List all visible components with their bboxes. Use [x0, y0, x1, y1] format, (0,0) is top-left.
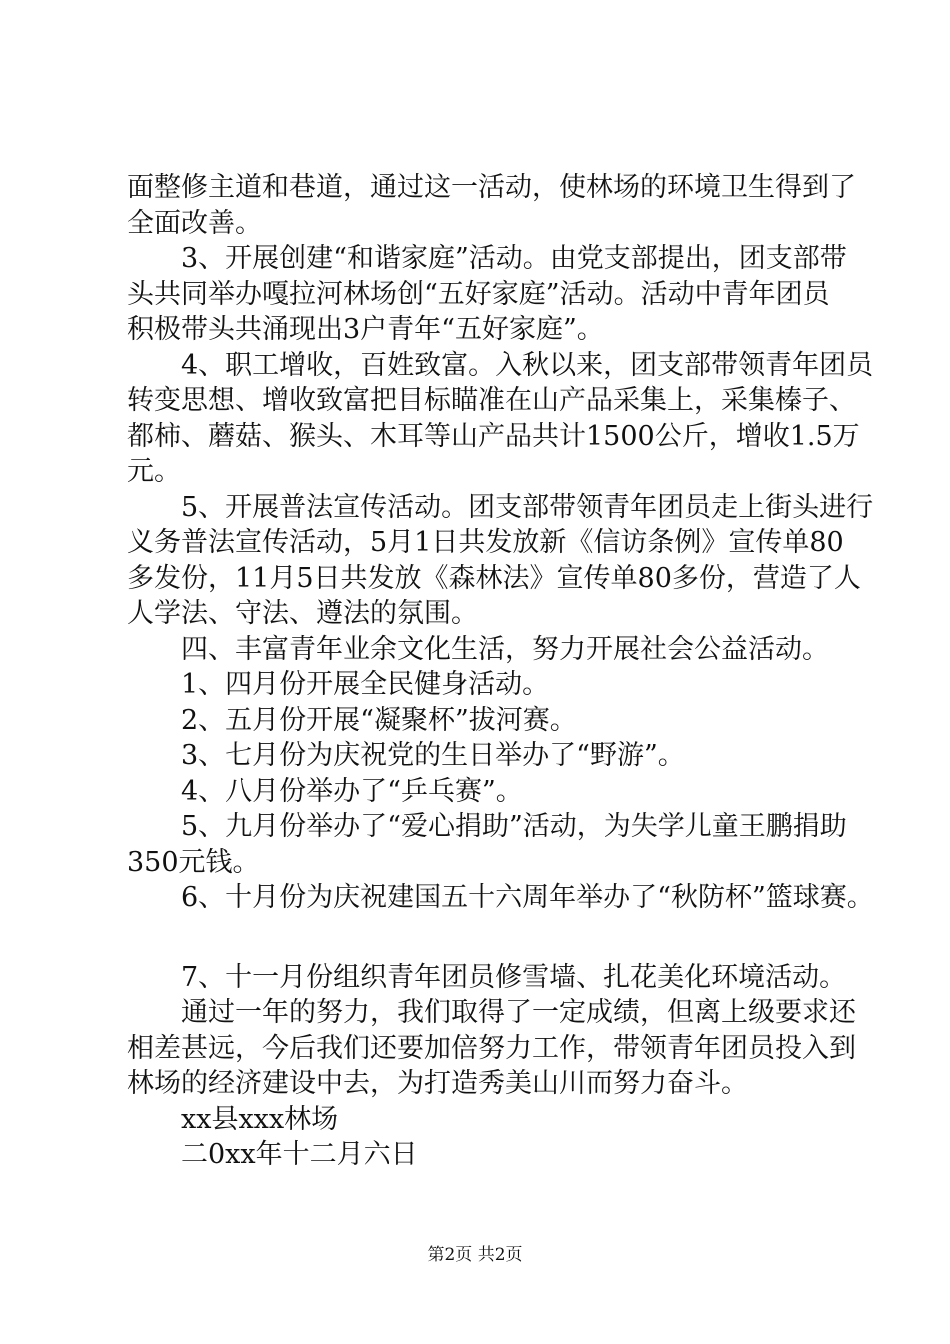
- text-line: 7、十一月份组织青年团员修雪墙、扎花美化环境活动。: [127, 961, 847, 993]
- paragraph: [127, 880, 874, 916]
- text-line: 350元钱。: [127, 846, 260, 878]
- paragraph: [127, 995, 856, 1102]
- paragraph: [127, 1137, 835, 1173]
- text-line: 5、开展普法宣传活动。团支部带领青年团员走上街头进行: [127, 491, 874, 523]
- text-line: 头共同举办嘎拉河林场创“五好家庭”活动。活动中青年团员: [127, 278, 830, 310]
- paragraph: [127, 632, 835, 668]
- paragraph: [127, 960, 847, 996]
- text-line: 4、八月份举办了“乒乓赛”。: [127, 775, 523, 807]
- text-line: 全面改善。: [127, 207, 262, 239]
- paragraph: [127, 809, 847, 880]
- document-body: [127, 170, 874, 1173]
- paragraph: [127, 667, 835, 703]
- text-line: 面整修主道和巷道，通过这一活动，使林场的环境卫生得到了: [127, 172, 856, 203]
- text-line: 四、丰富青年业余文化生活，努力开展社会公益活动。: [127, 633, 829, 665]
- paragraph: [127, 703, 835, 739]
- paragraph: [127, 774, 835, 810]
- page-footer: 第2页 共2页: [427, 1245, 523, 1265]
- text-line: 林场的经济建设中去，为打造秀美山川而努力奋斗。: [127, 1068, 748, 1099]
- text-line: 都柿、蘑菇、猴头、木耳等山产品共计1500公斤，增收1.5万: [127, 420, 860, 452]
- text-line: 义务普法宣传活动，5月1日共发放新《信访条例》宣传单80: [127, 527, 844, 558]
- text-line: 多发份，11月5日共发放《森林法》宣传单80多份，营造了人: [127, 562, 861, 594]
- text-line: 5、九月份举办了“爱心捐助”活动，为失学儿童王鹏捐助: [127, 811, 847, 842]
- text-line: 二0xx年十二月六日: [127, 1139, 418, 1170]
- text-line: 元。: [127, 456, 181, 487]
- text-line: 人学法、守法、遵法的氛围。: [127, 598, 478, 629]
- text-line: 相差甚远，今后我们还要加倍努力工作，带领青年团员投入到: [127, 1032, 856, 1064]
- text-line: 转变思想、增收致富把目标瞄准在山产品采集上，采集榛子、: [127, 385, 856, 416]
- paragraph: [127, 170, 856, 241]
- text-line: 3、开展创建“和谐家庭”活动。由党支部提出，团支部带: [127, 243, 847, 274]
- paragraph-spacer: [127, 916, 835, 960]
- text-line: 6、十月份为庆祝建国五十六周年举办了“秋防杯”篮球赛。: [127, 882, 874, 913]
- paragraph: [127, 1102, 835, 1138]
- text-line: 2、五月份开展“凝聚杯”拔河赛。: [127, 704, 577, 736]
- paragraph: [127, 738, 835, 774]
- paragraph: [127, 490, 874, 632]
- text-line: 3、七月份为庆祝党的生日举办了“野游”。: [127, 740, 685, 771]
- text-line: 通过一年的努力，我们取得了一定成绩，但离上级要求还: [127, 997, 856, 1028]
- paragraph: [127, 241, 847, 348]
- paragraph: [127, 348, 874, 490]
- text-line: 积极带头共涌现出3户青年“五好家庭”。: [127, 314, 604, 345]
- text-line: 4、职工增收，百姓致富。入秋以来，团支部带领青年团员: [127, 349, 874, 381]
- text-line: 1、四月份开展全民健身活动。: [127, 669, 550, 700]
- text-line: xx县xxx林场: [127, 1103, 339, 1135]
